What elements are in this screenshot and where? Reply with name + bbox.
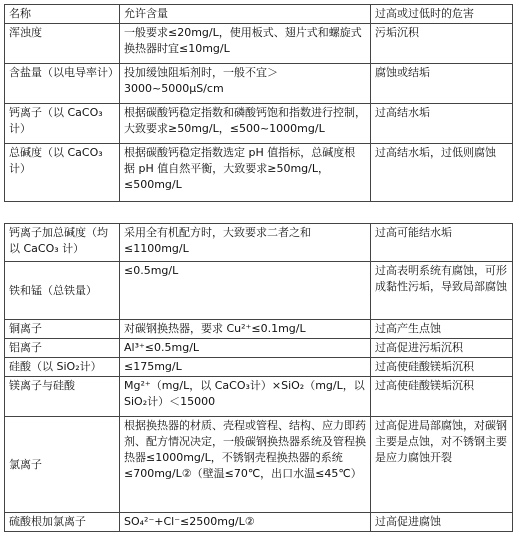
- table-header-row: [5, 5, 513, 24]
- cell-allowed: 对碳钢换热器，要求 Cu²⁺≤0.1mg/L: [120, 320, 371, 339]
- cell-name: 硫酸根加氯离子: [5, 513, 120, 532]
- table-row: [5, 377, 513, 417]
- cell-name: 总碱度（以 CaCO₃计）: [5, 144, 120, 202]
- cell-hazard: 过高产生点蚀: [371, 320, 513, 339]
- cell-allowed: 根据换热器的材质、壳程或管程、结构、应力即药剂、配方情况决定，一般碳钢换热器系统及管程换热器≤1000mg/L，不锈钢壳程换热器的系统≤700mg/L②（壁温≤70℃，出口水温≤45℃）: [120, 417, 371, 513]
- table-row: [5, 358, 513, 377]
- table-row: [5, 24, 513, 64]
- table-row: [5, 339, 513, 358]
- cell-hazard: 污垢沉积: [371, 24, 513, 64]
- cell-name: 氯离子: [5, 417, 120, 513]
- cell-name: 钙离子加总碱度（均以 CaCO₃ 计）: [5, 224, 120, 262]
- cell-hazard: 腐蚀或结垢: [371, 64, 513, 104]
- table-row: [5, 320, 513, 339]
- cell-hazard: 过高表明系统有腐蚀，可形成黏性污垢，导致局部腐蚀: [371, 262, 513, 320]
- cell-allowed: 投加缓蚀阻垢剂时，一般不宜＞3000~5000μS/cm: [120, 64, 371, 104]
- cell-name: 镁离子与硅酸: [5, 377, 120, 417]
- cell-name: 硅酸（以 SiO₂计）: [5, 358, 120, 377]
- cell-hazard: 过高促进局部腐蚀，对碳钢主要是点蚀，对不锈钢主要是应力腐蚀开裂: [371, 417, 513, 513]
- cell-allowed: Mg²⁺（mg/L，以 CaCO₃计）×SiO₂（mg/L，以 SiO₂计）＜15000: [120, 377, 371, 417]
- header-hazard: 过高或过低时的危害: [371, 5, 513, 24]
- cell-name: 钙离子（以 CaCO₃计）: [5, 104, 120, 144]
- cell-hazard: 过高促进污垢沉积: [371, 339, 513, 358]
- cell-name: 铁和锰（总铁量）: [5, 262, 120, 320]
- cell-allowed: 根据碳酸钙稳定指数选定 pH 值指标，总碱度根据 pH 值自然平衡，大致要求≥50mg/L，≤500mg/L: [120, 144, 371, 202]
- cell-hazard: 过高结水垢，过低则腐蚀: [371, 144, 513, 202]
- cell-allowed: SO₄²⁻+Cl⁻≤2500mg/L②: [120, 513, 371, 532]
- water-quality-table-2: [4, 223, 513, 532]
- table-row: [5, 262, 513, 320]
- cell-name: 含盐量（以电导率计）: [5, 64, 120, 104]
- water-quality-table-1: [4, 4, 513, 202]
- table-row: [5, 144, 513, 202]
- table-row: [5, 513, 513, 532]
- cell-name: 铜离子: [5, 320, 120, 339]
- cell-name: 浑浊度: [5, 24, 120, 64]
- cell-hazard: 过高使硅酸镁垢沉积: [371, 377, 513, 417]
- cell-allowed: ≤175mg/L: [120, 358, 371, 377]
- cell-allowed: ≤0.5mg/L: [120, 262, 371, 320]
- cell-allowed: 采用全有机配方时，大致要求二者之和≤1100mg/L: [120, 224, 371, 262]
- header-allowed-content: 允许含量: [120, 5, 371, 24]
- cell-hazard: 过高促进腐蚀: [371, 513, 513, 532]
- header-name: 名称: [5, 5, 120, 24]
- table-row: [5, 417, 513, 513]
- cell-allowed: Al³⁺≤0.5mg/L: [120, 339, 371, 358]
- cell-hazard: 过高可能结水垢: [371, 224, 513, 262]
- cell-allowed: 一般要求≤20mg/L，使用板式、翅片式和螺旋式换热器时宜≤10mg/L: [120, 24, 371, 64]
- cell-name: 铝离子: [5, 339, 120, 358]
- table-row: [5, 224, 513, 262]
- table-row: [5, 104, 513, 144]
- cell-hazard: 过高使硅酸镁垢沉积: [371, 358, 513, 377]
- cell-hazard: 过高结水垢: [371, 104, 513, 144]
- table-row: [5, 64, 513, 104]
- cell-allowed: 根据碳酸钙稳定指数和磷酸钙饱和指数进行控制，大致要求≥50mg/L，≤500~1000mg/L: [120, 104, 371, 144]
